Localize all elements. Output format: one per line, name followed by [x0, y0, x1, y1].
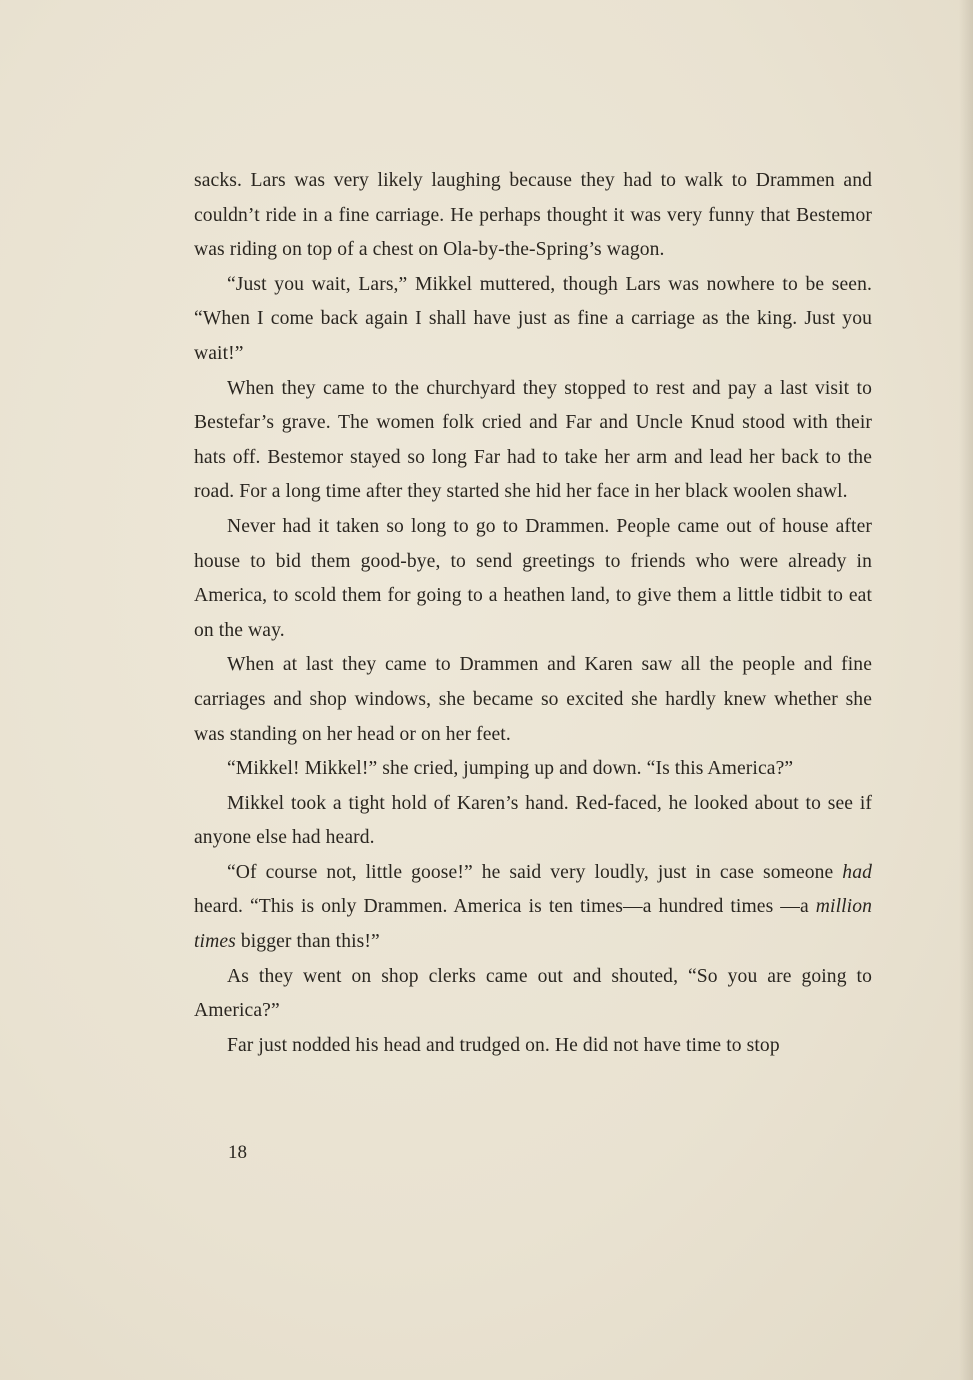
text-run: “Of course not, little goose!” he said very loudly, just in case someone: [227, 861, 843, 883]
italic-emphasis: had: [842, 861, 872, 883]
italic-emphasis: million times: [194, 896, 872, 953]
paragraph: sacks. Lars was very likely laughing because they had to walk to Drammen and couldn’t ride in a fine carriage. He perhaps thought it was very funny that Bestemor was riding on top of a chest on Ola-by-the-Spring’s wagon.: [194, 170, 872, 261]
page-number: 18: [228, 1142, 247, 1163]
paragraph: When at last they came to Drammen and Karen saw all the people and fine carriages and shop windows, she became so excited she hardly knew whether she was standing on her head or on her feet.: [194, 654, 872, 745]
paragraph: Far just nodded his head and trudged on. He did not have time to stop: [227, 1034, 780, 1056]
paragraph: “Just you wait, Lars,” Mikkel muttered, though Lars was nowhere to be seen. “When I come back again I shall have just as fine a carriage as the king. Just you wait!”: [194, 273, 872, 364]
text-run: heard. “This is only Drammen. America is ten times—a hundred times —a: [194, 896, 816, 918]
page-edge-shadow: [959, 0, 973, 1380]
paragraph: Never had it taken so long to go to Drammen. People came out of house after house to bid them good-bye, to send greetings to friends who were already in America, to scold them for going to a heathen land, to give them a little tidbit to eat on the way.: [194, 515, 872, 641]
paragraph: When they came to the churchyard they stopped to rest and pay a last visit to Bestefar’s grave. The women folk cried and Far and Uncle Knud stood with their hats off. Bestemor stayed so long Far had to take her arm and lead her back to the road. For a long time after they started she hid her face in her black woolen shawl.: [194, 377, 872, 503]
paragraph: “Mikkel! Mikkel!” she cried, jumping up and down. “Is this America?”: [227, 758, 794, 780]
body-text: [194, 164, 872, 1063]
paragraph: Mikkel took a tight hold of Karen’s hand. Red-faced, he looked about to see if anyone else had heard.: [194, 792, 872, 849]
paragraph: [194, 856, 872, 960]
text-run: bigger than this!”: [235, 931, 380, 953]
paragraph: As they went on shop clerks came out and shouted, “So you are going to America?”: [194, 965, 872, 1022]
